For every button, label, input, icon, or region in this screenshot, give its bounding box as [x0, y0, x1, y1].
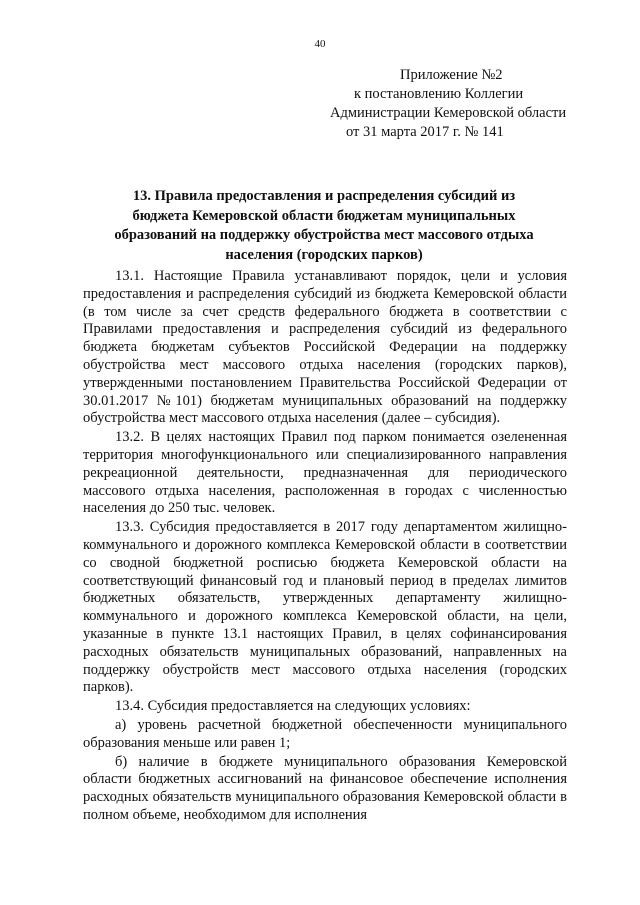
paragraph-13-1: 13.1. Настоящие Правила устанавливают порядок, цели и условия предоставления и распределения субсидий из бюджета Кемеровской области (в том числе за счет средств федерального бюджета в соответствии с Правилами предоставления и распределения субсидий из федерального бюджета бюджетам субъектов Российской Федерации на поддержку обустройства мест массового отдыха населения (городских парков), утвержденными постановлением Правительства Российской Федерации от 30.01.2017 №101) бюджетам муниципальных образований на поддержку обустройства мест массового отдыха населения (далее – субсидия).	[83, 268, 567, 427]
document-body	[83, 268, 567, 825]
approval-line-resolution: к постановлению Коллегии	[354, 86, 524, 102]
paragraph-13-3: 13.3. Субсидия предоставляется в 2017 году департаментом жилищно-коммунального и дорожного комплекса Кемеровской области в соответствии со сводной бюджетной росписью бюджета Кемеровской области на соответствующий финансовый год и плановый период в пределах лимитов бюджетных обязательств, утвержденных департаменту жилищно-коммунального и дорожного комплекса Кемеровской области, на цели, указанные в пункте 13.1 настоящих Правил, в целях софинансирования расходных обязательств муниципальных образований, направленных на поддержку обустройств мест массового отдыха населения (городских парков).	[83, 519, 567, 696]
approval-line-appendix: Приложение №2	[400, 67, 503, 83]
paragraph-condition-a: а) уровень расчетной бюджетной обеспеченности муниципального образования меньше или равен 1;	[83, 716, 567, 751]
section-heading: 13. Правила предоставления и распределения субсидий из бюджета Кемеровской области бюджетам муниципальных образований на поддержку обустройства мест массового отдыха населения (городских парков)	[114, 188, 534, 263]
approval-line-date: от 31 марта 2017 г. № 141	[346, 124, 504, 140]
paragraph-13-4: 13.4. Субсидия предоставляется на следующих условиях:	[115, 698, 471, 715]
paragraph-condition-b: б) наличие в бюджете муниципального образования Кемеровской области бюджетных ассигнований на финансовое обеспечение исполнения расходных обязательств муниципального образования Кемеровской области в полном объеме, необходимом для исполнения	[83, 753, 567, 823]
paragraph-13-2: 13.2. В целях настоящих Правил под парком понимается озелененная территория многофункционального или специализированного направления рекреационной деятельности, предназначенная для периодического массового отдыха населения, расположенная в городах с численностью населения до 250 тыс. человек.	[83, 429, 567, 517]
approval-block	[320, 66, 580, 142]
page-number: 40	[314, 38, 326, 50]
approval-line-administration: Администрации Кемеровской области	[330, 105, 567, 121]
